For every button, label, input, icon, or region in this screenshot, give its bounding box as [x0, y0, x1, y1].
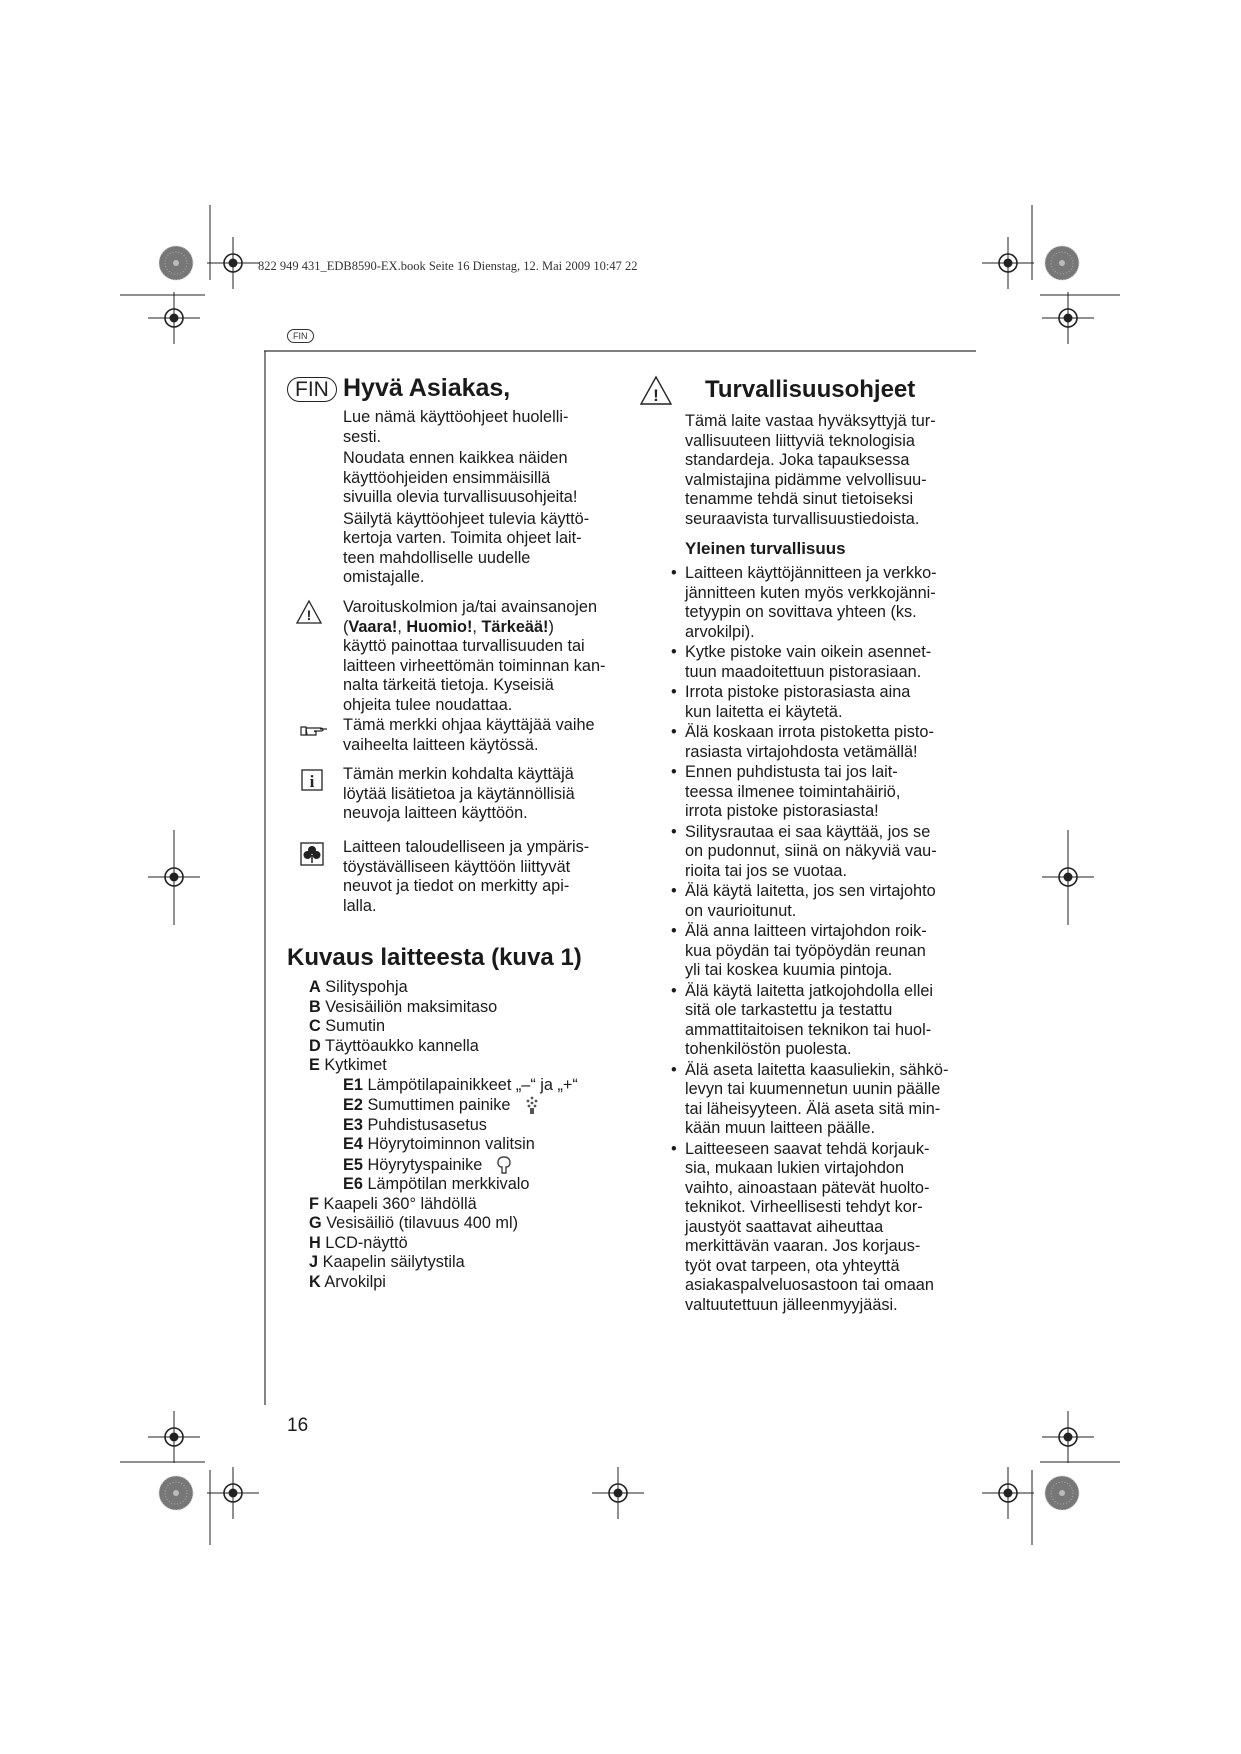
steam-burst-icon: [495, 1155, 513, 1175]
text-line: käyttö painottaa turvallisuuden tai: [343, 637, 585, 655]
part-key: K: [309, 1272, 321, 1291]
text-part: ): [548, 617, 554, 636]
text-line: käyttöohjeiden ensimmäisillä: [343, 468, 551, 487]
text-line: rioita tai jos se vuotaa.: [685, 861, 847, 880]
text-line: kun laitetta ei käytetä.: [685, 702, 843, 721]
text-part: ,: [397, 617, 407, 636]
part-key: E2: [343, 1096, 363, 1114]
language-badge-small: [287, 326, 314, 344]
text-line: • Kytke pistoke vain oikein asennet-: [685, 643, 932, 661]
text-line: • Irrota pistoke pistorasiasta aina: [685, 683, 911, 701]
safety-bullet: [671, 683, 971, 722]
part-label: LCD-näyttö: [320, 1233, 408, 1252]
part-item: [309, 1037, 578, 1057]
text-line: Laitteen taloudelliseen ja ympäris-: [343, 838, 590, 856]
part-item: [309, 1056, 578, 1076]
safety-bullet: [671, 763, 971, 822]
registration-sun-bottom-right: [1045, 1476, 1079, 1510]
part-item: [343, 1135, 578, 1155]
text-line: Säilytä käyttöohjeet tulevia käyttö-: [343, 509, 590, 528]
text-line: töystävälliseen käyttöön liittyvät: [343, 857, 571, 876]
text-line: valtuutettuun jälleenmyyjääsi.: [685, 1295, 898, 1314]
text-line: standardeja. Joka tapauksessa: [685, 451, 910, 469]
intro-paragraph-3: [343, 510, 623, 588]
registration-mark-left-bottom: [148, 1411, 200, 1463]
text-line: sia, mukaan lukien virtajohdon: [685, 1159, 905, 1177]
text-line: ohjeita tulee noudattaa.: [343, 695, 513, 714]
text-line: sitä ole tarkastettu ja testattu: [685, 1001, 893, 1019]
switch-sublist: [309, 1076, 578, 1195]
part-key: J: [309, 1253, 319, 1271]
part-key: E3: [343, 1115, 363, 1134]
part-item: [343, 1155, 578, 1176]
safety-bullet: [671, 1061, 971, 1139]
warning-triangle-icon: [296, 600, 322, 624]
text-line: teessa ilmenee toimintahäiriö,: [685, 782, 901, 801]
text-line: omistajalle.: [343, 568, 425, 586]
part-item: [309, 998, 578, 1018]
text-line: ammattitaitoisen teknikon tai huol-: [685, 1020, 932, 1039]
text-line: löytää lisätietoa ja käytännöllisiä: [343, 784, 575, 803]
part-key: E6: [343, 1175, 363, 1193]
part-key: E5: [343, 1155, 363, 1174]
part-key: D: [309, 1036, 321, 1055]
svg-text:!: !: [653, 386, 659, 405]
text-line: on pudonnut, siinä on näkyviä vau-: [685, 842, 937, 860]
part-label: Höyrytyspainike: [362, 1155, 483, 1174]
part-key: E4: [343, 1135, 363, 1153]
text-line: nalta tärkeitä tietoja. Kyseisiä: [343, 676, 554, 694]
text-line: Tämä merkki ohjaa käyttäjää vaihe: [343, 716, 595, 734]
part-label: Lämpötilan merkkivalo: [362, 1175, 530, 1193]
intro-paragraph-1: [343, 408, 623, 447]
part-item: [309, 978, 578, 998]
text-line: tenamme tehdä sinut tietoiseksi: [685, 490, 914, 508]
part-key: E1: [343, 1075, 363, 1094]
text-line: vaihto, ainoastaan pätevät huolto-: [685, 1178, 930, 1197]
part-label: Lämpötilapainikkeet „–“ ja „+“: [362, 1075, 578, 1094]
text-line: teen mahdolliselle uudelle: [343, 548, 531, 567]
text-line: Varoituskolmion ja/tai avainsanojen: [343, 598, 598, 616]
text-line: jännitteen kuten myös verkkojänni-: [685, 583, 936, 602]
part-label: Arvokilpi: [320, 1272, 386, 1291]
safety-intro: [685, 412, 975, 529]
part-label: Täyttöaukko kannella: [320, 1036, 479, 1055]
warning-note: [343, 598, 633, 717]
text-line: irrota pistoke pistorasiasta!: [685, 802, 879, 820]
part-label: Kytkimet: [319, 1056, 387, 1074]
text-line: sivuilla olevia turvallisuusohjeita!: [343, 488, 578, 506]
part-label: Sumuttimen painike: [362, 1096, 511, 1114]
text-line: levyn tai kuumennetun uunin päälle: [685, 1080, 941, 1098]
text-line: • Älä anna laitteen virtajohdon roik-: [685, 922, 927, 940]
text-line: rasiasta virtajohdosta vetämällä!: [685, 742, 918, 761]
part-item: [309, 1195, 578, 1215]
keyword-huomio: Huomio!: [406, 617, 473, 636]
registration-mark-top-left: [207, 237, 259, 289]
clover-leaf-icon: [300, 842, 324, 866]
text-line: • Älä käytä laitetta jatkojohdolla ellei: [685, 981, 933, 1000]
text-line: kertoja varten. Toimita ohjeet lait-: [343, 529, 582, 547]
safety-bullet: [671, 922, 971, 981]
part-item: [309, 1234, 578, 1254]
part-label: Vesisäiliön maksimitaso: [320, 997, 498, 1016]
eco-note: [343, 838, 633, 918]
text-line: vallisuuteen liittyviä teknologisia: [685, 431, 915, 450]
text-line: sesti.: [343, 427, 382, 446]
part-label: Silityspohja: [320, 978, 408, 996]
keyword-tarkeaa: Tärkeää!: [481, 617, 549, 636]
keywords-line: [343, 618, 633, 638]
registration-mark-left-top: [148, 292, 200, 344]
part-label: Kaapelin säilytystila: [318, 1253, 465, 1271]
text-line: Tämän merkin kohdalta käyttäjä: [343, 765, 574, 783]
safety-bullet: [671, 643, 971, 682]
part-key: F: [309, 1194, 319, 1213]
text-line: tetyypin on sovittava yhteen (ks.: [685, 603, 917, 621]
part-key: G: [309, 1214, 322, 1232]
part-label: Puhdistusasetus: [362, 1115, 487, 1134]
text-line: • Älä koskaan irrota pistoketta pisto-: [685, 723, 934, 741]
registration-mark-bottom-right: [982, 1467, 1034, 1519]
registration-sun-top-left: [159, 246, 193, 280]
part-key: A: [309, 978, 321, 996]
registration-sun-bottom-left: [159, 1476, 193, 1510]
language-badge-large-text: FIN: [287, 377, 337, 402]
text-line: • Älä käytä laitetta, jos sen virtajohto: [685, 882, 936, 900]
text-line: merkittävän vaaran. Jos korjaus-: [685, 1237, 921, 1255]
safety-title: Turvallisuusohjeet: [705, 376, 916, 403]
text-line: lalla.: [343, 896, 377, 915]
text-line: teknikot. Virheellisesti tehdyt kor-: [685, 1198, 923, 1216]
text-part: (: [343, 617, 349, 636]
part-item: [343, 1175, 578, 1195]
part-label: Kaapeli 360° lähdöllä: [318, 1194, 477, 1213]
text-line: Noudata ennen kaikkea näiden: [343, 449, 568, 467]
intro-paragraph-2: [343, 449, 623, 508]
part-key: B: [309, 997, 321, 1016]
part-key: E: [309, 1056, 320, 1074]
registration-sun-top-right: [1045, 246, 1079, 280]
device-parts-list: [309, 978, 578, 1292]
language-badge-small-text: FIN: [287, 329, 314, 343]
part-label: Höyrytoiminnon valitsin: [362, 1135, 535, 1153]
text-line: tai läheisyyteen. Älä aseta sitä min-: [685, 1099, 941, 1118]
step-note: [343, 716, 633, 757]
safety-bullet: [671, 882, 971, 921]
text-line: • Älä aseta laitetta kaasuliekin, sähkö-: [685, 1060, 949, 1079]
text-line: arvokilpi).: [685, 622, 755, 641]
text-line: tohenkilöstön puolesta.: [685, 1040, 852, 1058]
text-line: seuraavista turvallisuustiedoista.: [685, 509, 920, 528]
registration-mark-bottom-left: [207, 1467, 259, 1519]
text-line: • Ennen puhdistusta tai jos lait-: [685, 763, 898, 781]
text-line: Lue nämä käyttöohjeet huolelli-: [343, 408, 569, 426]
part-label: Vesisäiliö (tilavuus 400 ml): [321, 1214, 519, 1232]
safety-warning-triangle-icon: [640, 376, 672, 405]
part-item: [309, 1273, 578, 1293]
text-line: kään muun laitteen päälle.: [685, 1119, 876, 1137]
safety-bullet: [671, 564, 971, 642]
text-line: • Laitteen käyttöjännitteen ja verkko-: [685, 564, 937, 582]
intro-text: [343, 408, 623, 590]
info-icon: [301, 769, 323, 791]
safety-bullet: [671, 982, 971, 1060]
text-line: kua pöydän tai työpöydän reunan: [685, 941, 926, 960]
general-safety-subtitle: Yleinen turvallisuus: [685, 539, 846, 558]
language-badge-large: [287, 377, 337, 403]
safety-bullet: [671, 723, 971, 762]
svg-text:!: !: [306, 607, 312, 623]
text-line: työt ovat tarpeen, ota yhteyttä: [685, 1256, 900, 1275]
text-line: Tämä laite vastaa hyväksyttyjä tur-: [685, 412, 936, 430]
pointing-hand-icon: [300, 722, 328, 738]
greeting-title: Hyvä Asiakas,: [343, 374, 511, 402]
registration-mark-bottom-center: [592, 1467, 644, 1519]
part-item: [343, 1095, 578, 1116]
text-line: • Laitteeseen saavat tehdä korjauk-: [685, 1139, 930, 1158]
part-item: [343, 1076, 578, 1096]
text-line: valmistajina pidämme velvollisuu-: [685, 470, 927, 489]
device-description-title: Kuvaus laitteesta (kuva 1): [287, 944, 582, 971]
part-item: [309, 1214, 578, 1234]
text-part: ,: [472, 617, 482, 636]
safety-bullet: [671, 1140, 971, 1316]
registration-mark-right-bottom: [1042, 1411, 1094, 1463]
text-line: asiakaspalveluosastoon tai omaan: [685, 1276, 934, 1294]
part-item: [309, 1253, 578, 1273]
registration-mark-right-top: [1042, 292, 1094, 344]
registration-mark-top-right: [982, 237, 1034, 289]
text-line: neuvoja laitteen käyttöön.: [343, 804, 528, 822]
text-line: vaiheelta laitteen käytössä.: [343, 735, 539, 754]
keyword-vaara: Vaara!: [348, 617, 398, 636]
spray-icon: [523, 1095, 541, 1115]
svg-text:i: i: [309, 772, 315, 791]
part-key: C: [309, 1017, 321, 1035]
part-item: [343, 1116, 578, 1136]
page-number: 16: [287, 1415, 309, 1436]
text-line: neuvot ja tiedot on merkitty api-: [343, 877, 570, 895]
file-info-header: 822 949 431_EDB8590-EX.book Seite 16 Dienstag, 12. Mai 2009 10:47 22: [258, 259, 638, 273]
info-note: [343, 765, 633, 826]
text-line: jaustyöt saattavat aiheuttaa: [685, 1217, 884, 1236]
safety-bullet-list: [671, 564, 971, 1316]
part-label: Sumutin: [320, 1017, 386, 1035]
text-line: yli tai koskea kuumia pintoja.: [685, 961, 893, 979]
part-key: H: [309, 1233, 321, 1252]
part-item: [309, 1017, 578, 1037]
text-line: tuun maadoitettuun pistorasiaan.: [685, 662, 922, 681]
text-line: on vaurioitunut.: [685, 901, 797, 920]
text-line: laitteen virheettömän toiminnan kan-: [343, 656, 606, 675]
safety-bullet: [671, 823, 971, 882]
text-line: • Silitysrautaa ei saa käyttää, jos se: [685, 822, 931, 841]
